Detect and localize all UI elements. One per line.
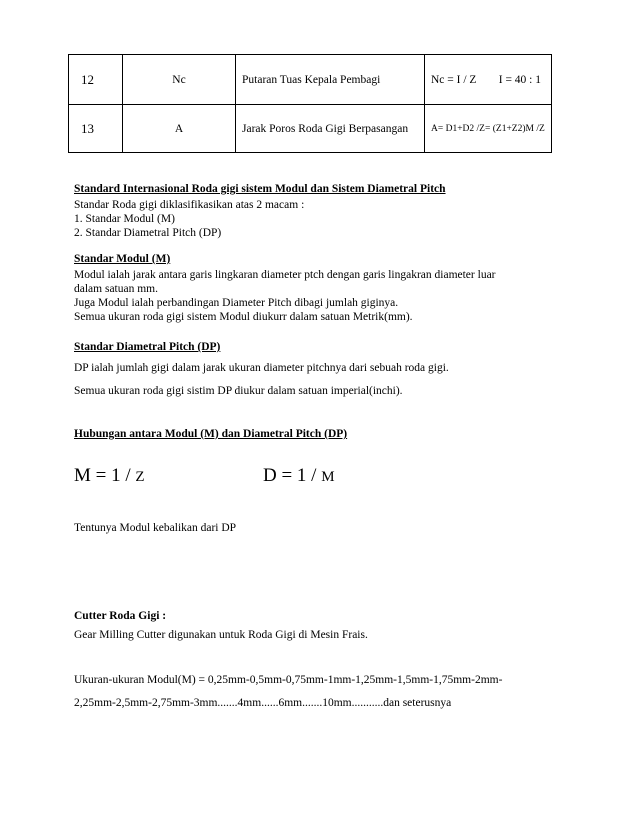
heading-dp: Standar Diametral Pitch (DP) bbox=[74, 341, 221, 353]
row-number: 13 bbox=[69, 105, 123, 153]
heading-modul: Standar Modul (M) bbox=[74, 253, 171, 265]
row-symbol: Nc bbox=[123, 55, 236, 105]
cutter-sizes-line: 2,25mm-2,5mm-2,75mm-3mm.......4mm......6mm.......10mm...........dan seterusnya bbox=[74, 697, 452, 709]
equation-main: D = 1 / bbox=[263, 465, 322, 486]
cutter-sizes-line: Ukuran-ukuran Modul(M) = 0,25mm-0,5mm-0,75mm-1mm-1,25mm-1,5mm-1,75mm-2mm- bbox=[74, 674, 503, 686]
relation-note: Tentunya Modul kebalikan dari DP bbox=[74, 522, 237, 534]
modul-line: Juga Modul ialah perbandingan Diameter Pitch dibagi jumlah giginya. bbox=[74, 297, 399, 309]
equation-tail: Z bbox=[135, 469, 145, 485]
modul-line: Modul ialah jarak antara garis lingkaran diameter ptch dengan garis lingakran diameter luar bbox=[74, 269, 496, 281]
dp-line: DP ialah jumlah gigi dalam jarak ukuran diameter pitchnya dari sebuah roda gigi. bbox=[74, 362, 449, 374]
heading-cutter: Cutter Roda Gigi : bbox=[74, 610, 167, 622]
heading-relation: Hubungan antara Modul (M) dan Diametral Pitch (DP) bbox=[74, 428, 348, 440]
equation-tail: M bbox=[321, 469, 335, 485]
equation-main: M = 1 / bbox=[74, 465, 136, 486]
formula-table bbox=[68, 54, 552, 153]
heading-standard: Standard Internasional Roda gigi sistem Modul dan Sistem Diametral Pitch bbox=[74, 183, 446, 195]
equation-dp bbox=[263, 465, 335, 488]
modul-line: dalam satuan mm. bbox=[74, 283, 158, 295]
row-formula: A= D1+D2 /Z= (Z1+Z2)M /Z bbox=[425, 105, 552, 153]
row-number: 12 bbox=[69, 55, 123, 105]
standard-item-2: 2. Standar Diametral Pitch (DP) bbox=[74, 227, 222, 239]
dp-line: Semua ukuran roda gigi sistim DP diukur dalam satuan imperial(inchi). bbox=[74, 385, 403, 397]
row-formula bbox=[425, 55, 552, 105]
row-symbol: A bbox=[123, 105, 236, 153]
row-description: Jarak Poros Roda Gigi Berpasangan bbox=[236, 105, 425, 153]
cutter-line: Gear Milling Cutter digunakan untuk Roda Gigi di Mesin Frais. bbox=[74, 629, 368, 641]
row-description: Putaran Tuas Kepala Pembagi bbox=[236, 55, 425, 105]
equation-modul bbox=[74, 465, 145, 488]
standard-item-1: 1. Standar Modul (M) bbox=[74, 213, 175, 225]
modul-line: Semua ukuran roda gigi sistem Modul diukurr dalam satuan Metrik(mm). bbox=[74, 311, 413, 323]
table-row bbox=[69, 55, 552, 105]
formula-b: I = 40 : 1 bbox=[498, 73, 541, 86]
standard-line: Standar Roda gigi diklasifikasikan atas 2 macam : bbox=[74, 199, 305, 211]
table-row bbox=[69, 105, 552, 153]
formula-a: Nc = I / Z bbox=[431, 73, 477, 86]
